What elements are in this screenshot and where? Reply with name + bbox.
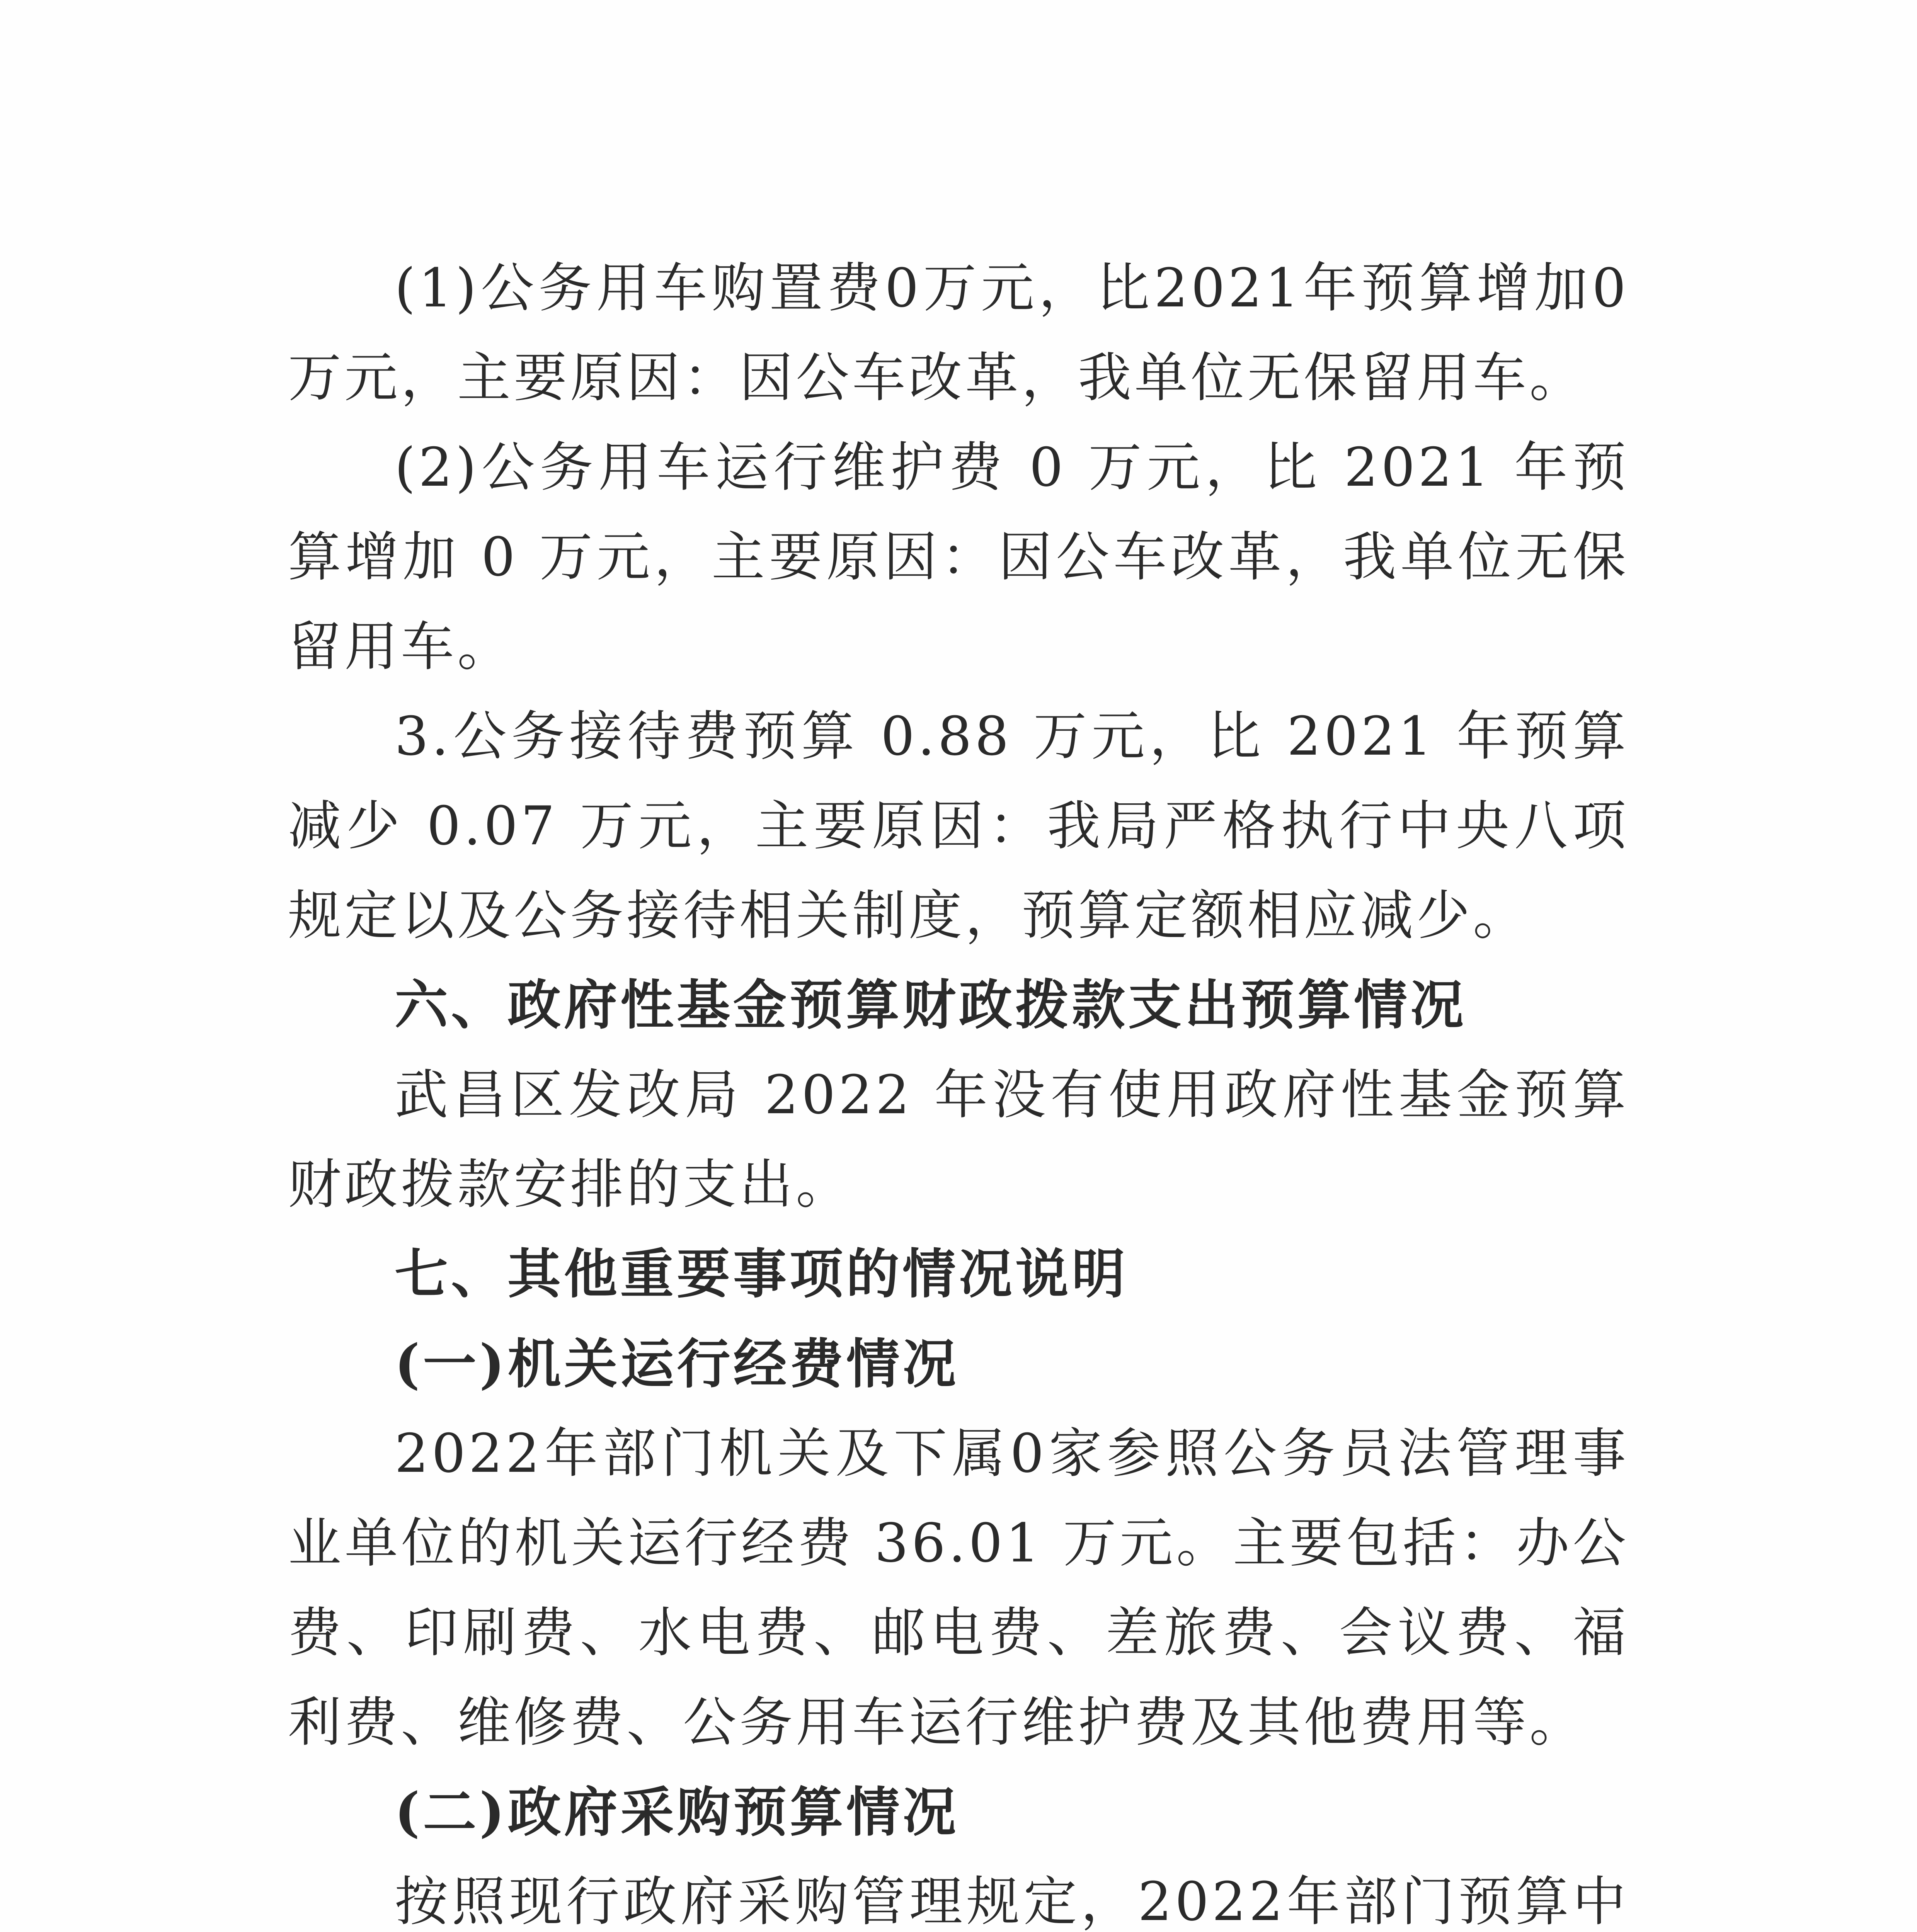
document-body — [288, 243, 1629, 1932]
paragraph-operating-expenses: 2022年部门机关及下属0家参照公务员法管理事业单位的机关运行经费 36.01 万元。主要包括：办公费、印刷费、水电费、邮电费、差旅费、会议费、福利费、维修费、公务用车运行维护费及其他费用等。 — [288, 1422, 1629, 1753]
section-heading-government-fund: 六、政府性基金预算财政拨款支出预算情况 — [395, 974, 1467, 1036]
paragraph-reception-fee: 3.公务接待费预算 0.88 万元，比 2021 年预算减少 0.07 万元，主要原因：我局严格执行中央八项规定以及公务接待相关制度，预算定额相应减少。 — [288, 705, 1629, 947]
paragraph-procurement: 按照现行政府采购管理规定，2022年部门预算中 — [395, 1871, 1629, 1932]
paragraph-vehicle-maintenance: (2)公务用车运行维护费 0 万元，比 2021 年预算增加 0 万元，主要原因：因公车改革，我单位无保留用车。 — [288, 436, 1629, 678]
paragraph-vehicle-purchase: (1)公务用车购置费0万元，比2021年预算增加0万元，主要原因：因公车改革，我单位无保留用车。 — [288, 257, 1629, 409]
subheading-procurement: (二)政府采购预算情况 — [395, 1781, 959, 1844]
subheading-operating-expenses: (一)机关运行经费情况 — [395, 1332, 959, 1395]
section-heading-other-matters: 七、其他重要事项的情况说明 — [395, 1243, 1129, 1305]
paragraph-government-fund: 武昌区发改局 2022 年没有使用政府性基金预算财政拨款安排的支出。 — [288, 1064, 1629, 1216]
